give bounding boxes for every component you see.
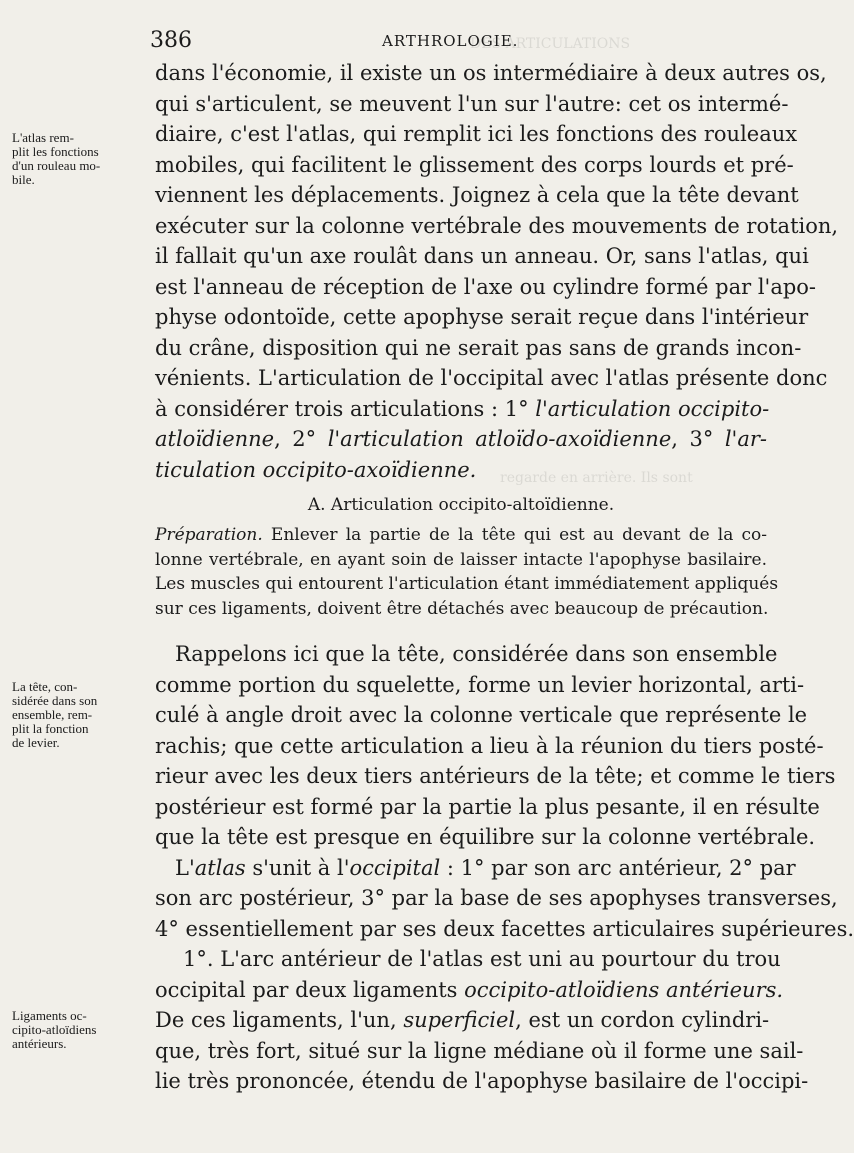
text-run: à considérer trois articulations : 1° [155,396,536,421]
text-line: diaire, c'est l'atlas, qui remplit ici les fonctions des rouleaux [155,122,798,146]
text-line: est l'anneau de réception de l'axe ou cylindre formé par l'apo- [155,274,817,299]
text-run: , 2° [274,427,328,451]
text-line: exécuter sur la colonne vertébrale des mouvements de rotation, [155,213,839,238]
margin-note-line: cipito-atloïdiens [12,1022,97,1037]
margin-note-atlas [12,131,152,187]
italic-term: occipital [349,855,441,880]
text-line: vénients. L'articulation de l'occipital avec l'atlas présente donc [155,366,828,390]
preparation-line: sur ces ligaments, doivent être détachés avec beaucoup de précaution. [155,598,769,619]
text-run: , 3° [671,427,725,451]
text-line: lie très prononcée, étendu de l'apophyse basilaire de l'occipi- [155,1069,809,1093]
margin-note-line: La tête, con- [12,679,78,694]
bleed-through-text: regarde en arrière. Ils sont [500,470,693,486]
page-header [150,28,770,58]
italic-term: atlas [194,855,246,880]
text-run: L' [175,855,195,880]
section-title: A. Articulation occipito-altoïdienne. [307,495,615,515]
text-line: il fallait qu'un axe roulât dans un anneau. Or, sans l'atlas, qui [155,244,809,268]
text-line: du crâne, disposition qui ne serait pas sans de grands incon- [155,335,802,360]
margin-note-levier [12,680,152,750]
text-line: culé à angle droit avec la colonne verticale que représente le [155,703,808,727]
text-line: que la tête est presque en équilibre sur la colonne vertébrale. [155,825,816,849]
text-line [155,394,770,425]
text-line: physe odontoïde, cette apophyse serait reçue dans l'intérieur [155,305,809,329]
margin-note-line: d'un rouleau mo- [12,158,101,173]
paragraph-gap [155,621,767,639]
text-line: dans l'économie, il existe un os intermédiaire à deux autres os, [155,61,827,85]
italic-term: superficiel [403,1008,516,1032]
text-line: 1°. L'arc antérieur de l'atlas est uni au pourtour du trou [183,947,781,971]
italic-term: occipito-atloïdiens antérieurs. [464,977,784,1002]
margin-note-line: antérieurs. [12,1036,67,1051]
text-line [155,424,767,455]
preparation-line: lonne vertébrale, en ayant soin de laisser intacte l'apophyse basilaire. [155,549,767,570]
margin-note-line: Ligaments oc- [12,1008,87,1023]
text-line: rachis; que cette articulation a lieu à la réunion du tiers posté- [155,733,824,758]
text-line: ticulation occipito-axoïdienne. [155,457,477,482]
main-text [155,58,854,1097]
text-line: viennent les déplacements. Joignez à cela que la tête devant [155,183,799,207]
running-title: ARTHROLOGIE. [382,32,519,50]
text-run: Enlever la partie de la tête qui est au devant de la co- [262,525,767,545]
italic-term: l'articulation occipito- [535,396,770,421]
margin-note-line: plit la fonction [12,721,89,736]
preparation-line [155,523,767,548]
text-line: postérieur est formé par la partie la plus pesante, il en résulte [155,794,820,819]
text-line: qui s'articulent, se meuvent l'un sur l'autre: cet os intermé- [155,91,789,116]
text-line: rieur avec les deux tiers antérieurs de la tête; et comme le tiers [155,764,836,788]
margin-note-line: bile. [12,172,35,187]
page-number: 386 [150,28,192,53]
text-line: mobiles, qui facilitent le glissement des corps lourds et pré- [155,152,794,177]
margin-note-line: L'atlas rem- [12,130,74,145]
text-line: 4° essentiellement par ses deux facettes articulaires supérieures. [155,916,854,941]
italic-term: l'articulation atloïdo-axoïdienne [327,427,672,451]
italic-term: l'ar- [724,427,767,451]
text-run: De ces ligaments, l'un, [155,1008,404,1032]
text-line: Rappelons ici que la tête, considérée dans son ensemble [175,642,778,666]
margin-note-line: plit les fonctions [12,144,99,159]
margin-note-line: de levier. [12,735,60,750]
text-run: : 1° par son arc antérieur, 2° par [440,855,796,880]
bleed-through-text: DES ARTICULATIONS [470,36,631,52]
margin-note-line: ensemble, rem- [12,707,93,722]
margin-note-ligaments [12,1009,152,1051]
text-line: comme portion du squelette, forme un levier horizontal, arti- [155,672,805,697]
text-line: que, très fort, situé sur la ligne médiane où il forme une sail- [155,1038,804,1063]
text-line: son arc postérieur, 3° par la base de ses apophyses transverses, [155,886,838,910]
text-run: s'unit à l' [245,855,350,880]
italic-term: atloïdienne [155,427,275,451]
preparation-label: Préparation. [155,525,263,545]
text-line [155,853,796,884]
preparation-line: Les muscles qui entourent l'articulation étant immédiatement appliqués [155,574,779,594]
text-line [155,975,784,1006]
text-run: , est un cordon cylindri- [515,1008,770,1032]
text-run: occipital par deux ligaments [155,977,465,1002]
margin-note-line: sidérée dans son [12,693,98,708]
text-line [155,1005,770,1036]
